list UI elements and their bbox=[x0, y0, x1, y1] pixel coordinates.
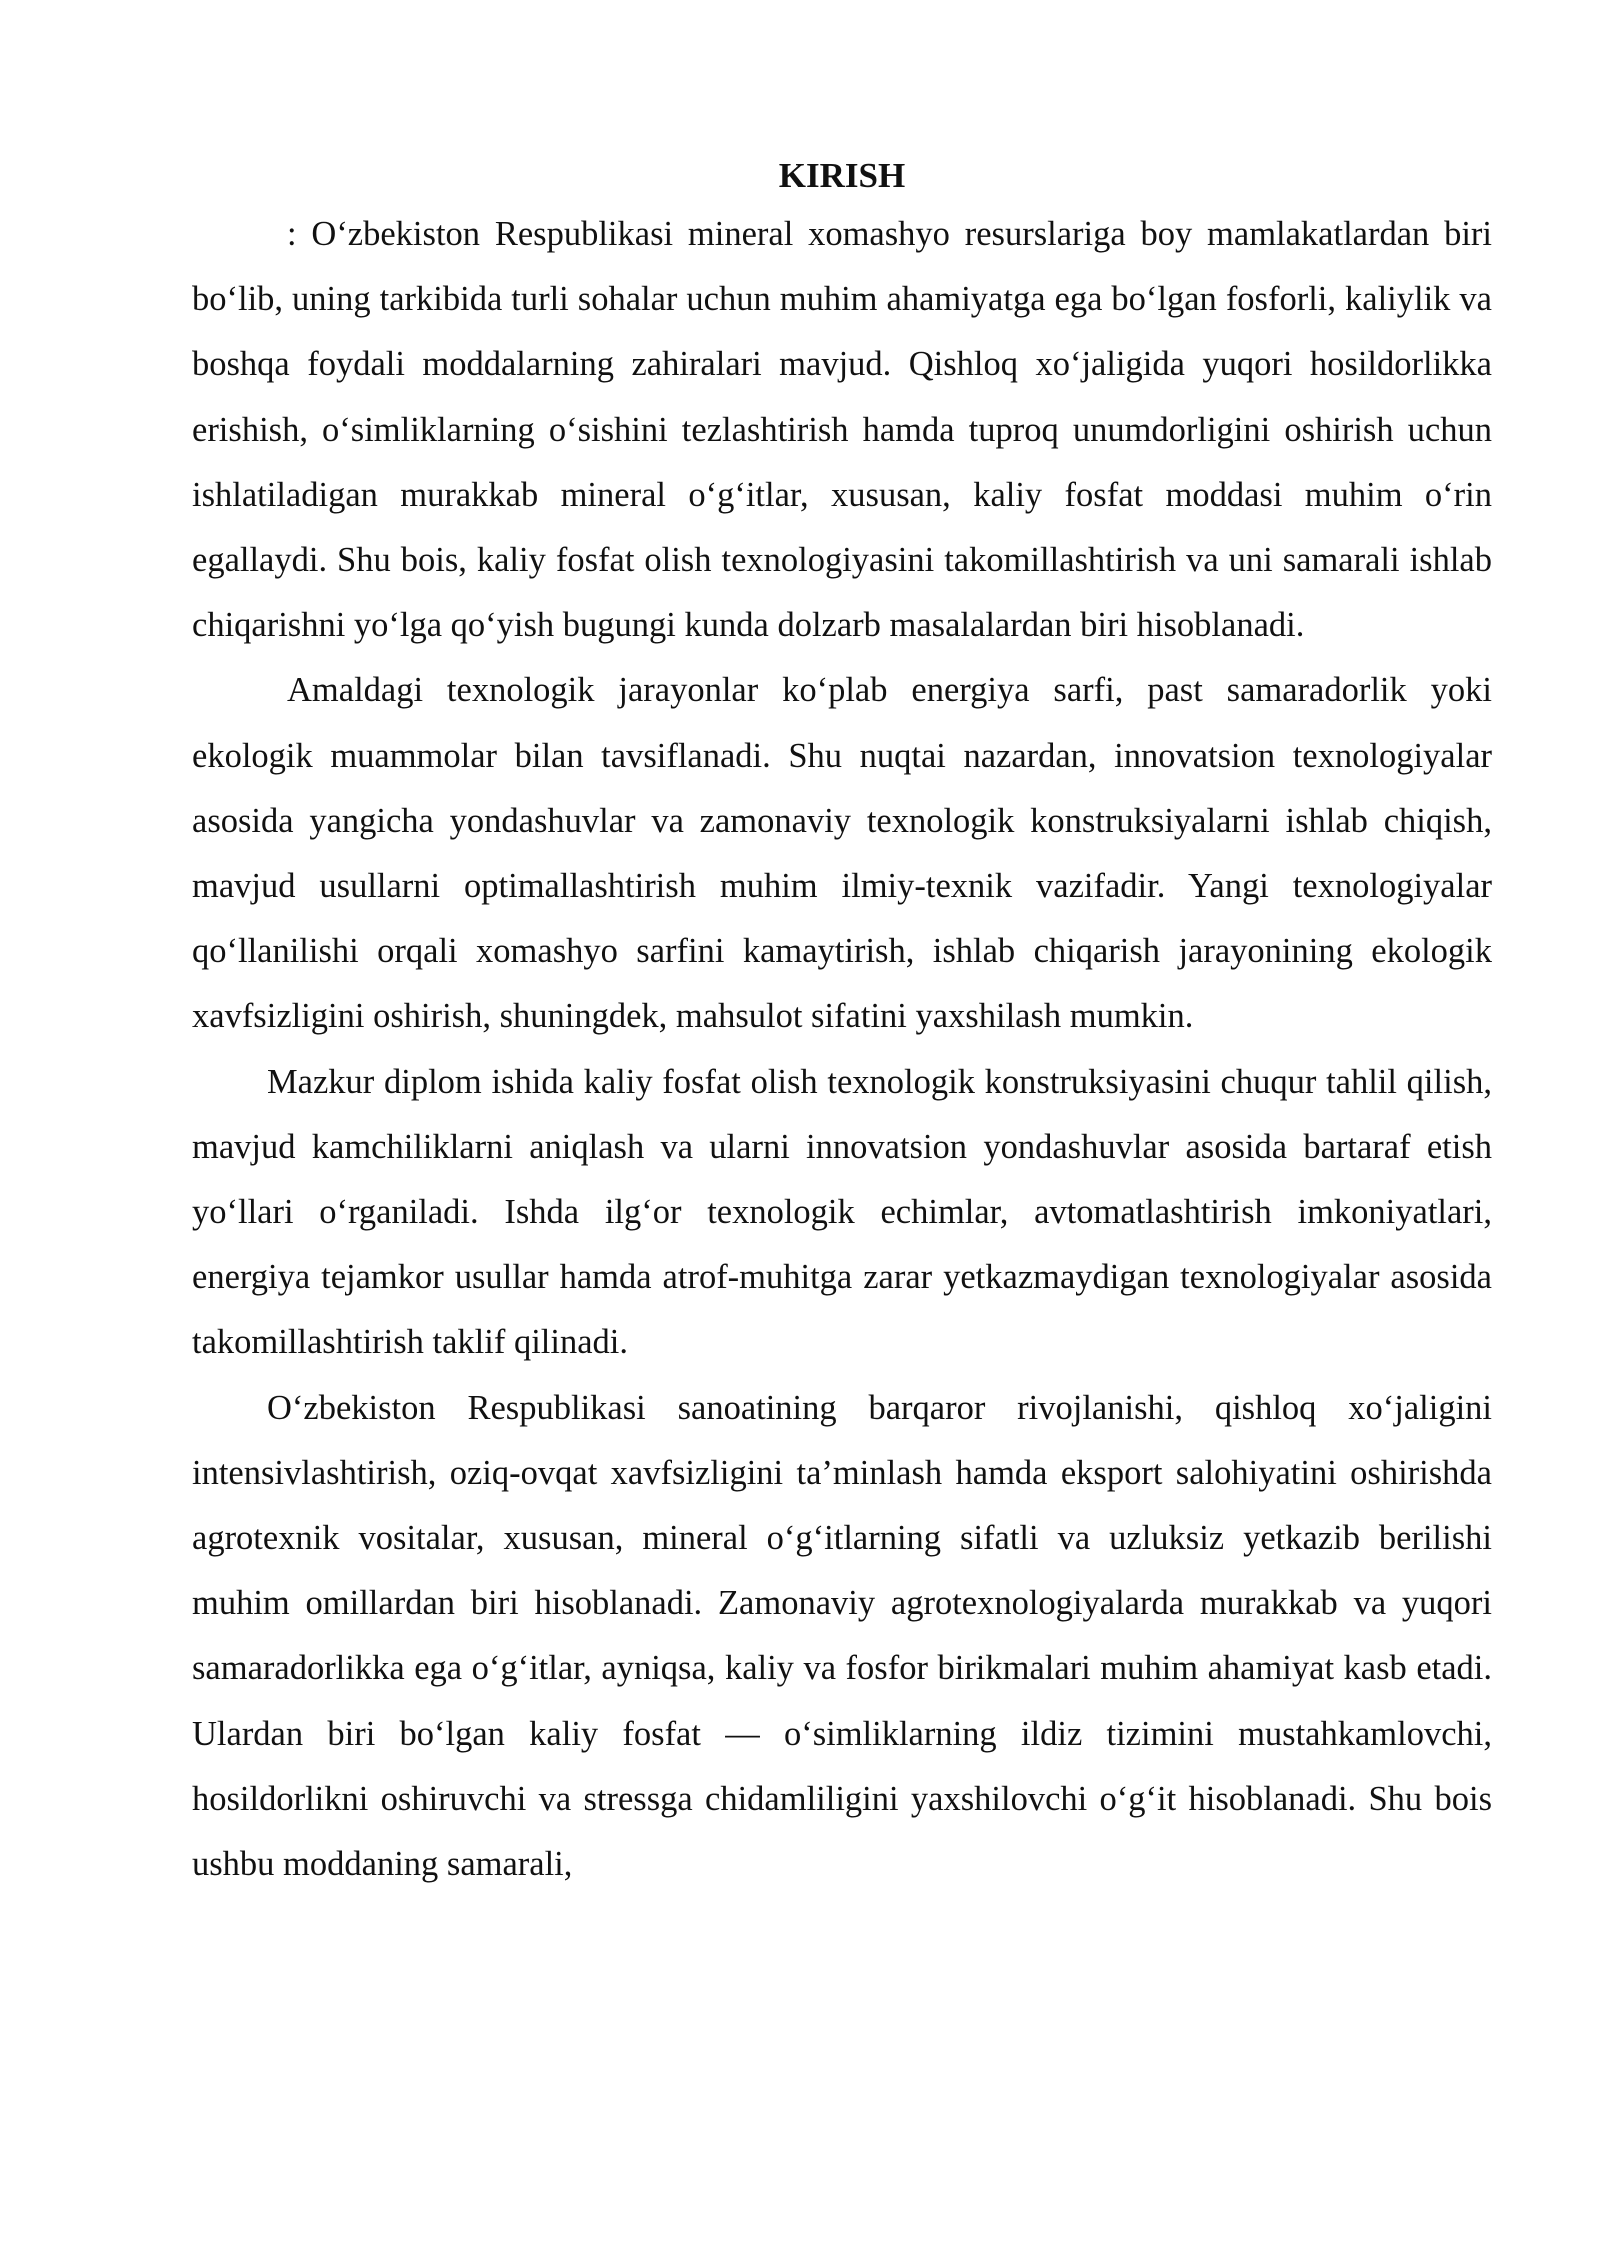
paragraph-industry: O‘zbekiston Respublikasi sanoatining barqaror rivojlanishi, qishloq xo‘jaligini intensivlashtirish, oziq-ovqat xavfsizligini ta’minlash hamda eksport salohiyatini oshirishda agrotexnik vositalar, xususan, mineral o‘g‘itlarning sifatli va uzluksiz yetkazib berilishi muhim omillardan biri hisoblanadi. Zamonaviy agrotexnologiyalarda murakkab va yuqori samaradorlikka ega o‘g‘itlar, ayniqsa, kaliy va fosfor birikmalari muhim ahamiyat kasb etadi. Ulardan biri bo‘lgan kaliy fosfat — o‘simliklarning ildiz tizimini mustahkamlovchi, hosildorlikni oshiruvchi va stressga chidamliligini yaxshilovchi o‘g‘it hisoblanadi. Shu bois ushbu moddaning samarali, bbox=[192, 1388, 1492, 1884]
paragraph-technology: Amaldagi texnologik jarayonlar ko‘plab energiya sarfi, past samaradorlik yoki ekologik muammolar bilan tavsiflanadi. Shu nuqtai nazardan, innovatsion texnologiyalar asosida yangicha yondashuvlar va zamonaviy texnologik konstruksiyalarni ishlab chiqish, mavjud usullarni optimallashtirish muhim ilmiy-texnik vazifadir. Yangi texnologiyalar qo‘llanilishi orqali xomashyo sarfini kamaytirish, ishlab chiqarish jarayonining ekologik xavfsizligini oshirish, shuningdek, mahsulot sifatini yaxshilash mumkin. bbox=[192, 671, 1492, 1036]
paragraph-intro: : O‘zbekiston Respublikasi mineral xomashyo resurslariga boy mamlakatlardan biri bo‘lib, uning tarkibida turli sohalar uchun muhim ahamiyatga ega bo‘lgan fosforli, kaliylik va boshqa foydali moddalarning zahiralari mavjud. Qishloq xo‘jaligida yuqori hosildorlikka erishish, o‘simliklarning o‘sishini tezlashtirish hamda tuproq unumdorligini oshirish uchun ishlatiladigan murakkab mineral o‘g‘itlar, xususan, kaliy fosfat moddasi muhim o‘rin egallaydi. Shu bois, kaliy fosfat olish texnologiyasini takomillashtirish va uni samarali ishlab chiqarishni yo‘lga qo‘yish bugungi kunda dolzarb masalalardan biri hisoblanadi. bbox=[192, 215, 1492, 645]
paragraph-diploma-work: Mazkur diplom ishida kaliy fosfat olish texnologik konstruksiyasini chuqur tahlil qilish, mavjud kamchiliklarni aniqlash va ularni innovatsion yondashuvlar asosida bartaraf etish yo‘llari o‘rganiladi. Ishda ilg‘or texnologik echimlar, avtomatlashtirish imkoniyatlari, energiya tejamkor usullar hamda atrof-muhitga zarar yetkazmaydigan texnologiyalar asosida takomillashtirish taklif qilinadi. bbox=[192, 1062, 1492, 1362]
page-title: KIRISH bbox=[778, 156, 906, 195]
document-body bbox=[192, 150, 1492, 1897]
